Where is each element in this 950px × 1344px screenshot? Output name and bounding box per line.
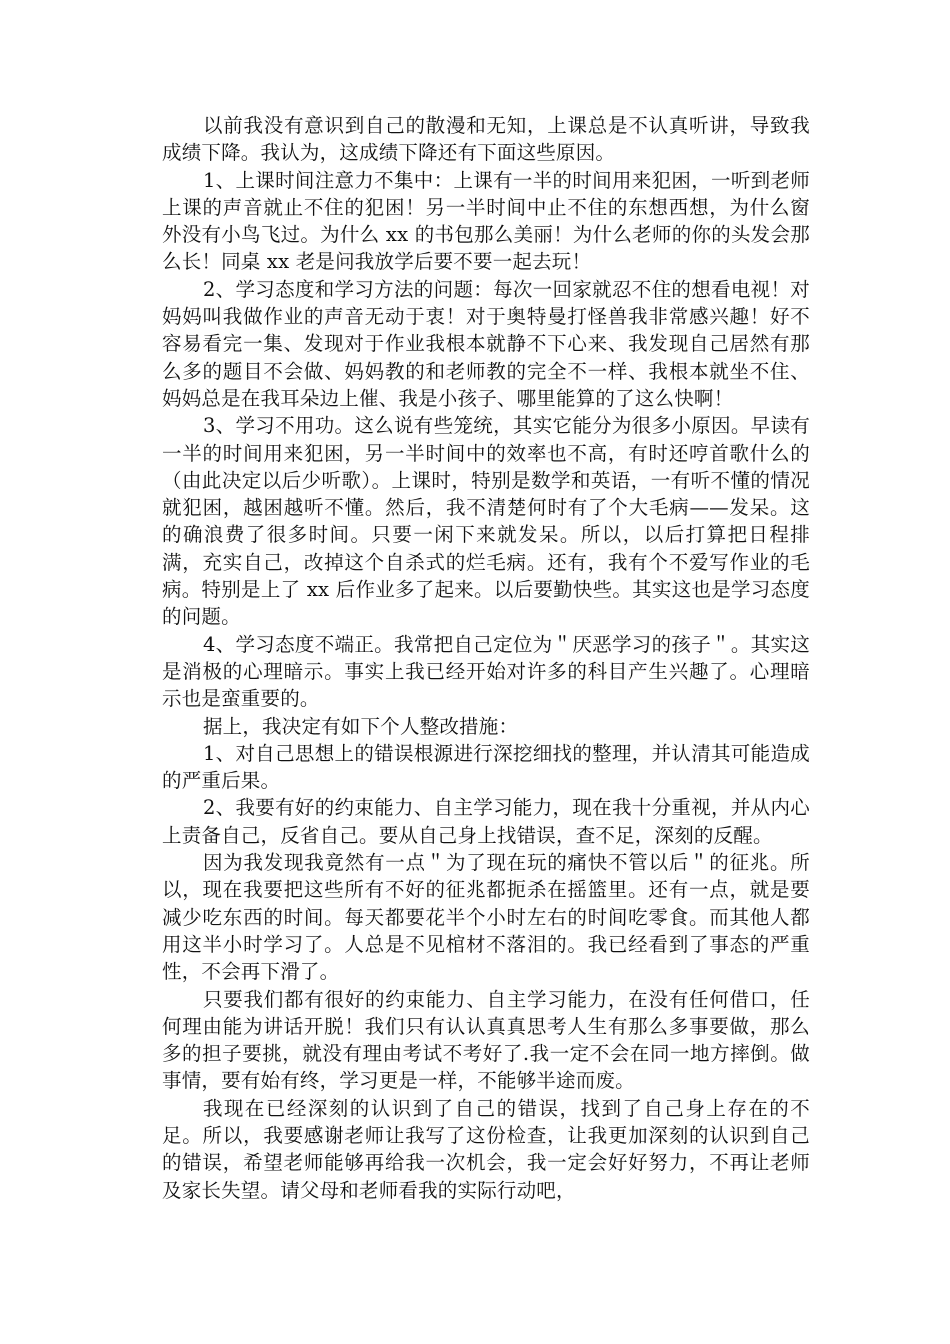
paragraph-reason-1: 1、上课时间注意力不集中：上课有一半的时间用来犯困，一听到老师上课的声音就止不住的犯困！另一半时间中止不住的东想西想，为什么窗外没有小鸟飞过。为什么 xx 的书包那么美丽！为什么老师的你的头发会那么长！同桌 xx 老是问我放学后要不要一起去玩！ [162, 168, 810, 274]
document-body [162, 112, 810, 1204]
paragraph-measures-intro: 据上，我决定有如下个人整改措施： [202, 714, 519, 738]
paragraph-intro: 以前我没有意识到自己的散漫和无知，上课总是不认真听讲，导致我成绩下降。我认为，这成绩下降还有下面这些原因。 [162, 114, 810, 165]
paragraph-conclusion: 我现在已经深刻的认识到了自己的错误，找到了自己身上存在的不足。所以，我要感谢老师让我写了这份检查，让我更加深刻的认识到自己的错误，希望老师能够再给我一次机会，我一定会好好努力，不再让老师及家长失望。请父母和老师看我的实际行动吧， [162, 1096, 810, 1202]
paragraph-discipline: 只要我们都有很好的约束能力、自主学习能力，在没有任何借口，任何理由能为讲话开脱！我们只有认认真真思考人生有那么多事要做，那么多的担子要挑，就没有理由考试不考好了.我一定不会在同一地方摔倒。做事情，要有始有终，学习更是一样，不能够半途而废。 [162, 987, 810, 1093]
paragraph-measure-1: 1、对自己思想上的错误根源进行深挖细找的整理，并认清其可能造成的严重后果。 [162, 741, 810, 793]
paragraph-omen: 因为我发现我竟然有一点＂为了现在玩的痛快不管以后＂的征兆。所以，现在我要把这些所有不好的征兆都扼杀在摇篮里。还有一点，就是要减少吃东西的时间。每天都要花半个小时左右的时间吃零食。而其他人都用这半小时学习了。人总是不见棺材不落泪的。我已经看到了事态的严重性，不会再下滑了。 [162, 851, 810, 984]
paragraph-measure-2: 2、我要有好的约束能力、自主学习能力，现在我十分重视，并从内心上责备自己，反省自己。要从自己身上找错误，查不足，深刻的反醒。 [162, 796, 810, 847]
paragraph-reason-3: 3、学习不用功。这么说有些笼统，其实它能分为很多小原因。早读有一半的时间用来犯困，另一半时间中的效率也不高，有时还哼首歌什么的（由此决定以后少听歌）。上课时，特别是数学和英语，一有听不懂的情况就犯困，越困越听不懂。然后，我不清楚何时有了个大毛病——发呆。这的确浪费了很多时间。只要一闲下来就发呆。所以，以后打算把日程排满，充实自己，改掉这个自杀式的烂毛病。还有，我有个不爱写作业的毛病。特别是上了 xx 后作业多了起来。以后要勤快些。其实这也是学习态度的问题。 [162, 414, 810, 629]
paragraph-reason-4: 4、学习态度不端正。我常把自己定位为＂厌恶学习的孩子＂。其实这是消极的心理暗示。事实上我已经开始对许多的科目产生兴趣了。心理暗示也是蛮重要的。 [162, 632, 810, 711]
paragraph-reason-2: 2、学习态度和学习方法的问题：每次一回家就忍不住的想看电视！对妈妈叫我做作业的声音无动于衷！对于奥特曼打怪兽我非常感兴趣！好不容易看完一集、发现对于作业我根本就静不下心来、我发现自己居然有那么多的题目不会做、妈妈教的和老师教的完全不一样、我根本就坐不住、妈妈总是在我耳朵边上催、我是小孩子、哪里能算的了这么快啊！ [162, 277, 810, 410]
